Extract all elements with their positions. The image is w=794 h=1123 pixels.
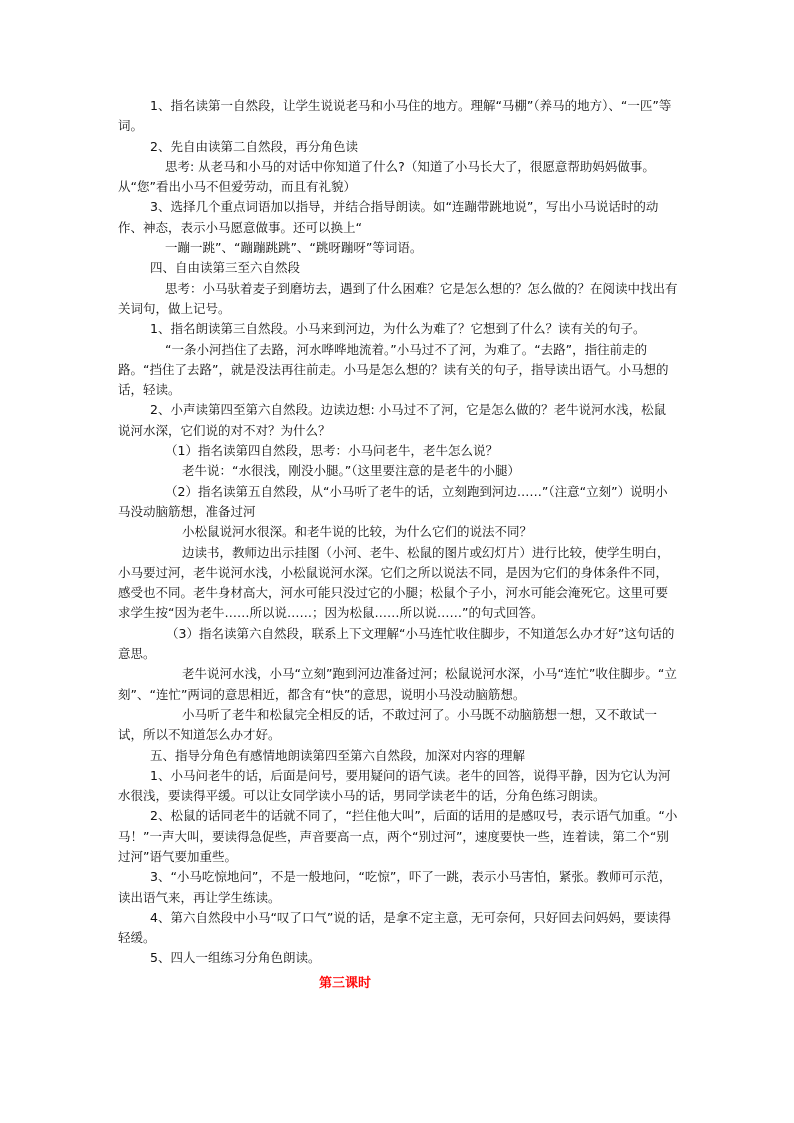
- paragraph: 小马听了老牛和松鼠完全相反的话，不敢过河了。小马既不动脑筋想一想，又不敢试一试，所以不知道怎么办才好。: [118, 706, 658, 743]
- paragraph: 3、“小马吃惊地问”，不是一般地问，“吃惊”，吓了一跳，表示小马害怕，紧张。教师可示范，读出语气来，再让学生练读。: [118, 869, 672, 905]
- paragraph: （3）指名读第六自然段，联系上下文理解“小马连忙收住脚步，不知道怎么办才好”这句话的意思。: [118, 625, 675, 662]
- paragraph: 边读书，教师边出示挂图（小河、老牛、松鼠的图片或幻灯片）进行比较，使学生明白，小马要过河，老牛说河水浅，小松鼠说河水深。它们之所以说法不同，是因为它们的身体条件不同，感受也不同。老牛身材高大，河水可能只没过它的小腿；松鼠个子小，河水可能会淹死它。这里可要求学生按“因为老牛……所以说……；因为松鼠……所以说……”的句式回答。: [118, 544, 670, 621]
- lesson-title: [0, 972, 794, 991]
- paragraph: 思考：小马驮着麦子到磨坊去，遇到了什么困难？它是怎么想的？怎么做的？在阅读中找出有关词句，做上记号。: [118, 280, 678, 316]
- paragraph: 3、选择几个重点词语加以指导，并结合指导朗读。如“连蹦带跳地说”，写出小马说话时的动作、神态，表示小马愿意做事。还可以换上“: [118, 199, 659, 235]
- paragraph: 1、小马问老牛的话，后面是问号，要用疑问的语气读。老牛的回答，说得平静，因为它认为河水很浅，要读得平缓。可以让女同学读小马的话，男同学读老牛的话，分角色练习朗读。: [118, 767, 671, 804]
- paragraph: 小松鼠说河水很深。和老牛说的比较，为什么它们的说法不同？: [182, 524, 533, 540]
- section-heading: 五、指导分角色有感情地朗读第四至第六自然段，加深对内容的理解: [150, 747, 526, 763]
- paragraph: （1）指名读第四自然段，思考：小马问老牛，老牛怎么说？: [165, 443, 498, 459]
- paragraph: 老牛说：“水很浅，刚没小腿。”（这里要注意的是老牛的小腿）: [182, 463, 520, 479]
- paragraph: 2、小声读第四至第六自然段。边读边想: 小马过不了河，它是怎么做的？老牛说河水浅，松鼠说河水深，它们说的对不对？为什么？: [118, 402, 667, 438]
- paragraph: 1、指名读第一自然段，让学生说说老马和小马住的地方。理解“马棚”（养马的地方）、“一匹”等词。: [118, 98, 672, 134]
- paragraph: 思考: 从老马和小马的对话中你知道了什么?（知道了小马长大了，很愿意帮助妈妈做事。从“您”看出小马不但爱劳动，而且有礼貌）: [118, 158, 655, 195]
- paragraph: （2）指名读第五自然段，从“小马听了老牛的话，立刻跑到河边……”（注意“立刻”）说明小马没动脑筋想，准备过河: [118, 483, 668, 519]
- paragraph: 1、指名朗读第三自然段。小马来到河边，为什么为难了？它想到了什么？读有关的句子。: [150, 321, 646, 337]
- paragraph: “一条小河挡住了去路，河水哗哗地流着。”小马过不了河，为难了。“去路”，指往前走的路。“挡住了去路”，就是没法再往前走。小马是怎么想的？读有关的句子，指导读出语气。小马想的话，轻读。: [118, 341, 669, 398]
- paragraph: 2、松鼠的话同老牛的话就不同了，“拦住他大叫”，后面的话用的是感叹号，表示语气加重。“小马！”一声大叫，要读得急促些，声音要高一点，两个“别过河”，速度要快一些，连着读，第二个“别过河”语气要加重些。: [118, 808, 678, 864]
- section-heading: 四、自由读第三至六自然段: [150, 260, 301, 276]
- paragraph: 一蹦一跳”、“蹦蹦跳跳”、“跳呀蹦呀”等词语。: [165, 240, 423, 256]
- paragraph: 4、第六自然段中小马“叹了口气”说的话，是拿不定主意，无可奈何，只好回去问妈妈，要读得轻缓。: [118, 909, 671, 946]
- paragraph: 5、四人一组练习分角色朗读。: [150, 950, 321, 966]
- paragraph: 老牛说河水浅，小马“立刻”跑到河边准备过河；松鼠说河水深，小马“连忙”收住脚步。“立刻”、“连忙”两词的意思相近，都含有“快”的意思，说明小马没动脑筋想。: [118, 666, 677, 702]
- paragraph: 2、先自由读第二自然段，再分角色读: [150, 138, 358, 154]
- lesson-title-text: 第三课时: [318, 976, 371, 991]
- document-body: [118, 96, 678, 969]
